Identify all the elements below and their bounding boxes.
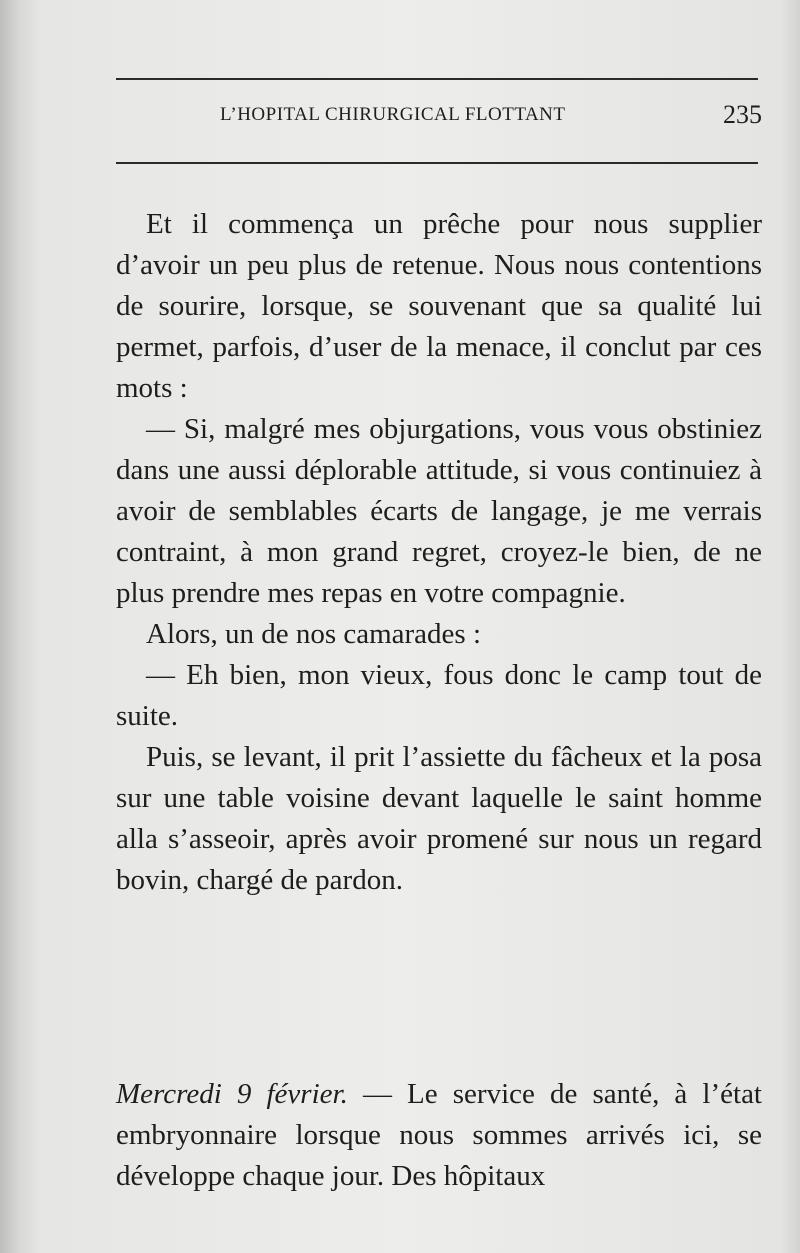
running-title: L’HOPITAL CHIRURGICAL FLOTTANT — [220, 104, 566, 125]
running-header — [116, 100, 762, 136]
paragraph: — Si, malgré mes objurgations, vous vous obstiniez dans une aussi déplorable attitude, si vous continuiez à avoir de semblables écarts de langage, je me verrais contraint, à mon grand regret, croyez-le bien, de ne plus prendre mes repas en votre compagnie. — [116, 413, 762, 609]
entry-text: — Le service de santé, à l’état embryonnaire lorsque nous sommes arrivés ici, se développe chaque jour. Des hôpitaux — [116, 1078, 762, 1192]
entry-date: Mercredi 9 février. — [116, 1078, 348, 1110]
page-gutter-shadow — [0, 0, 22, 1253]
header-top-rule — [116, 78, 758, 80]
paragraph: Alors, un de nos camarades : — [146, 618, 482, 650]
diary-entry-paragraph — [116, 1074, 762, 1197]
paragraph: Puis, se levant, il prit l’assiette du fâcheux et la posa sur une table voisine devant laquelle le saint homme alla s’asseoir, après avoir promené sur nous un regard bovin, chargé de pardon. — [116, 741, 762, 896]
diary-entry — [116, 1074, 762, 1197]
body-text — [116, 204, 762, 901]
paragraph: — Eh bien, mon vieux, fous donc le camp tout de suite. — [116, 659, 762, 732]
header-bottom-rule — [116, 162, 758, 164]
paragraph: Et il commença un prêche pour nous supplier d’avoir un peu plus de retenue. Nous nous contentions de sourire, lorsque, se souvenant que sa qualité lui permet, parfois, d’user de la menace, il conclut par ces mots : — [116, 208, 762, 404]
page-number: 235 — [723, 100, 762, 129]
